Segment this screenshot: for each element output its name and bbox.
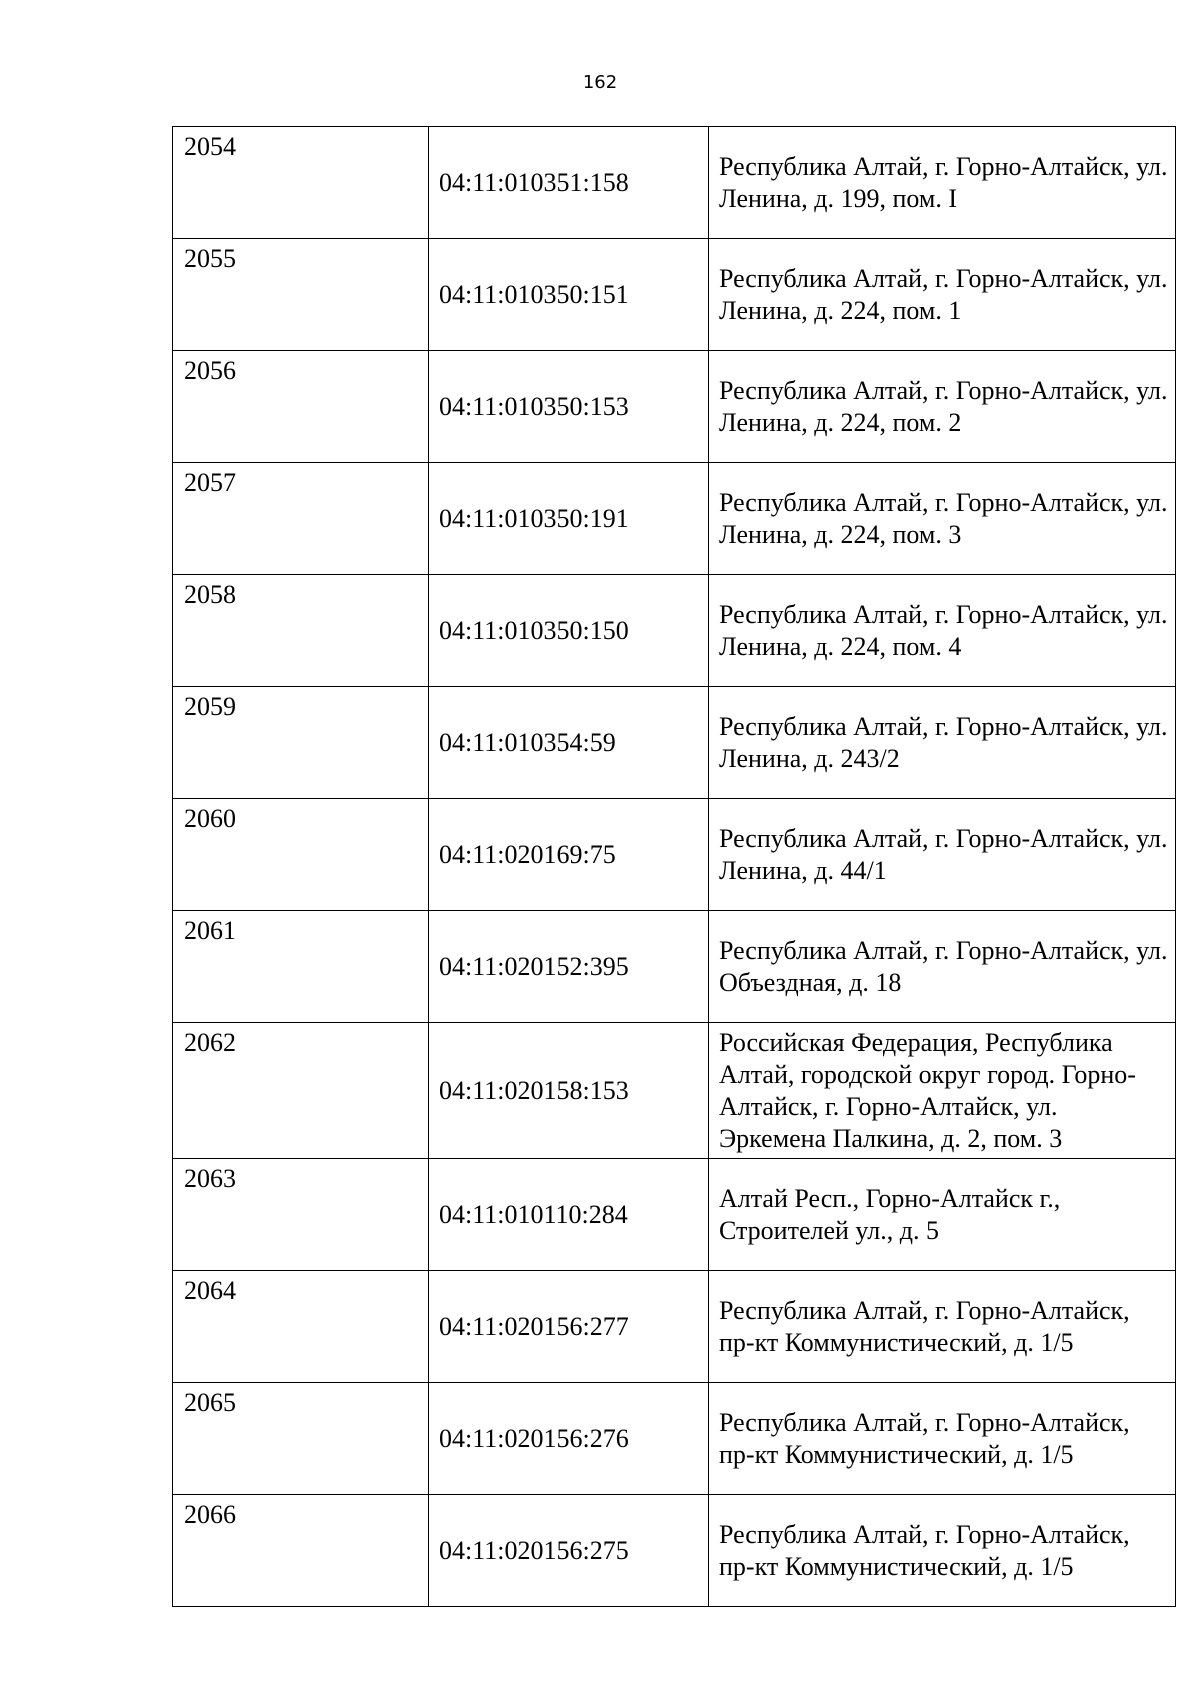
row-number: 2065 (173, 1383, 429, 1495)
address: Республика Алтай, г. Горно-Алтайск, пр-кт Коммунистический, д. 1/5 (709, 1271, 1176, 1383)
table-row (173, 1023, 1176, 1159)
table-row (173, 1495, 1176, 1607)
cadastral-number: 04:11:020156:276 (429, 1383, 709, 1495)
row-number: 2066 (173, 1495, 429, 1607)
address: Российская Федерация, Республика Алтай, городской округ город. Горно-Алтайск, г. Горно-Алтайск, ул. Эркемена Палкина, д. 2, пом. 3 (709, 1023, 1176, 1159)
address: Алтай Респ., Горно-Алтайск г., Строителей ул., д. 5 (709, 1159, 1176, 1271)
address: Республика Алтай, г. Горно-Алтайск, ул. Ленина, д. 224, пом. 4 (709, 575, 1176, 687)
row-number: 2061 (173, 911, 429, 1023)
cadastral-number: 04:11:020169:75 (429, 799, 709, 911)
row-number: 2055 (173, 239, 429, 351)
table-row (173, 687, 1176, 799)
row-number: 2056 (173, 351, 429, 463)
cadastral-number: 04:11:010351:158 (429, 127, 709, 239)
table-row (173, 351, 1176, 463)
address: Республика Алтай, г. Горно-Алтайск, пр-кт Коммунистический, д. 1/5 (709, 1495, 1176, 1607)
table-row (173, 911, 1176, 1023)
address: Республика Алтай, г. Горно-Алтайск, ул. Ленина, д. 224, пом. 1 (709, 239, 1176, 351)
cadastral-number: 04:11:020158:153 (429, 1023, 709, 1159)
table-row (173, 127, 1176, 239)
row-number: 2054 (173, 127, 429, 239)
address: Республика Алтай, г. Горно-Алтайск, ул. Ленина, д. 243/2 (709, 687, 1176, 799)
row-number: 2057 (173, 463, 429, 575)
row-number: 2062 (173, 1023, 429, 1159)
row-number: 2063 (173, 1159, 429, 1271)
table-row (173, 463, 1176, 575)
address: Республика Алтай, г. Горно-Алтайск, ул. Ленина, д. 224, пом. 3 (709, 463, 1176, 575)
table-row (173, 799, 1176, 911)
address: Республика Алтай, г. Горно-Алтайск, пр-кт Коммунистический, д. 1/5 (709, 1383, 1176, 1495)
cadastral-number: 04:11:010350:153 (429, 351, 709, 463)
table-row (173, 1159, 1176, 1271)
row-number: 2058 (173, 575, 429, 687)
cadastral-number: 04:11:010110:284 (429, 1159, 709, 1271)
address: Республика Алтай, г. Горно-Алтайск, ул. Объездная, д. 18 (709, 911, 1176, 1023)
property-table (172, 126, 1176, 1607)
table-row (173, 575, 1176, 687)
table-row (173, 1271, 1176, 1383)
cadastral-number: 04:11:010354:59 (429, 687, 709, 799)
cadastral-number: 04:11:010350:191 (429, 463, 709, 575)
address: Республика Алтай, г. Горно-Алтайск, ул. Ленина, д. 199, пом. I (709, 127, 1176, 239)
cadastral-number: 04:11:010350:150 (429, 575, 709, 687)
table-row (173, 1383, 1176, 1495)
table-row (173, 239, 1176, 351)
cadastral-number: 04:11:020156:277 (429, 1271, 709, 1383)
cadastral-number: 04:11:010350:151 (429, 239, 709, 351)
address: Республика Алтай, г. Горно-Алтайск, ул. Ленина, д. 224, пом. 2 (709, 351, 1176, 463)
row-number: 2060 (173, 799, 429, 911)
row-number: 2059 (173, 687, 429, 799)
page-number: 162 (582, 72, 618, 93)
cadastral-number: 04:11:020156:275 (429, 1495, 709, 1607)
address: Республика Алтай, г. Горно-Алтайск, ул. Ленина, д. 44/1 (709, 799, 1176, 911)
cadastral-number: 04:11:020152:395 (429, 911, 709, 1023)
row-number: 2064 (173, 1271, 429, 1383)
